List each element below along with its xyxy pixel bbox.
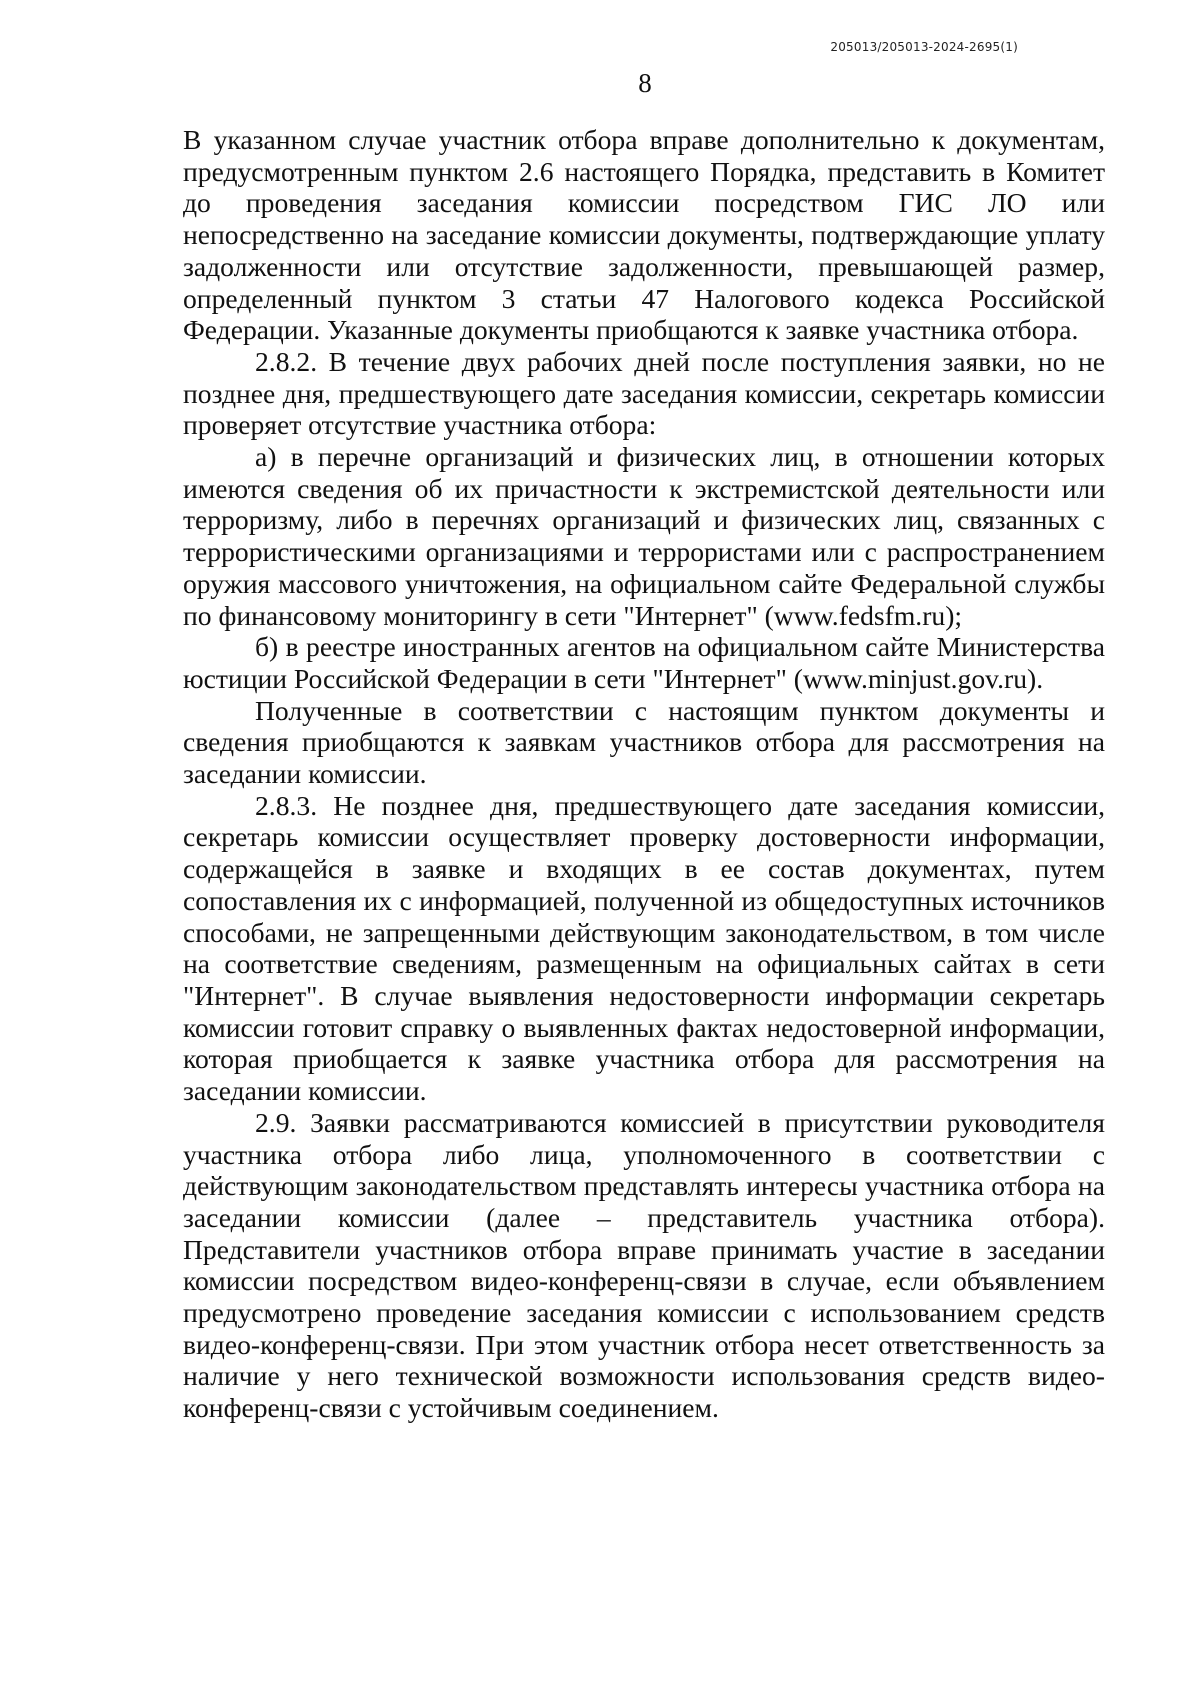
paragraph-debt-documents: В указанном случае участник отбора вправе дополнительно к документам, предусмотренным пунктом 2.6 настоящего Порядка, представить в Комитет до проведения заседания комиссии посредством ГИС ЛО или непосредственно на заседание комиссии документы, подтверждающие уплату задолженности или отсутствие задолженности, превышающей размер, определенный пунктом 3 статьи 47 Налогового кодекса Российской Федерации. Указанные документы приобщаются к заявке участника отбора. bbox=[183, 124, 1105, 346]
paragraph-2-9: 2.9. Заявки рассматриваются комиссией в присутствии руководителя участника отбора либо лица, уполномоченного в соответствии с действующим законодательством представлять интересы участника отбора на заседании комиссии (далее – представитель участника отбора). Представители участников отбора вправе принимать участие в заседании комиссии посредством видео-конференц-связи в случае, если объявлением предусмотрено проведение заседания комиссии с использованием средств видео-конференц-связи. При этом участник отбора несет ответственность за наличие у него технической возможности использования средств видео-конференц-связи с устойчивым соединением. bbox=[183, 1106, 1105, 1424]
paragraph-2-8-2-b: б) в реестре иностранных агентов на официальном сайте Министерства юстиции Российской Федерации в сети "Интернет" (www.minjust.gov.ru). bbox=[183, 631, 1105, 694]
paragraph-received-documents: Полученные в соответствии с настоящим пунктом документы и сведения приобщаются к заявкам участников отбора для рассмотрения на заседании комиссии. bbox=[183, 694, 1105, 790]
page-number: 8 bbox=[638, 68, 652, 98]
paragraph-2-8-2: 2.8.2. В течение двух рабочих дней после поступления заявки, но не позднее дня, предшествующего дате заседания комиссии, секретарь комиссии проверяет отсутствие участника отбора: bbox=[183, 345, 1105, 441]
paragraph-2-8-2-a: а) в перечне организаций и физических лиц, в отношении которых имеются сведения об их причастности к экстремистской деятельности или терроризму, либо в перечнях организаций и физических лиц, связанных с террористическими организациями и террористами или с распространением оружия массового уничтожения, на официальном сайте Федеральной службы по финансовому мониторингу в сети "Интернет" (www.fedsfm.ru); bbox=[183, 441, 1105, 631]
document-registration-number: 205013/205013-2024-2695(1) bbox=[830, 40, 1018, 54]
document-body bbox=[183, 124, 1105, 1424]
paragraph-2-8-3: 2.8.3. Не позднее дня, предшествующего дате заседания комиссии, секретарь комиссии осуществляет проверку достоверности информации, содержащейся в заявке и входящих в ее состав документах, путем сопоставления их с информацией, полученной из общедоступных источников способами, не запрещенными действующим законодательством, в том числе на соответствие сведениям, размещенным на официальных сайтах в сети "Интернет". В случае выявления недостоверности информации секретарь комиссии готовит справку о выявленных фактах недостоверной информации, которая приобщается к заявке участника отбора для рассмотрения на заседании комиссии. bbox=[183, 789, 1105, 1107]
